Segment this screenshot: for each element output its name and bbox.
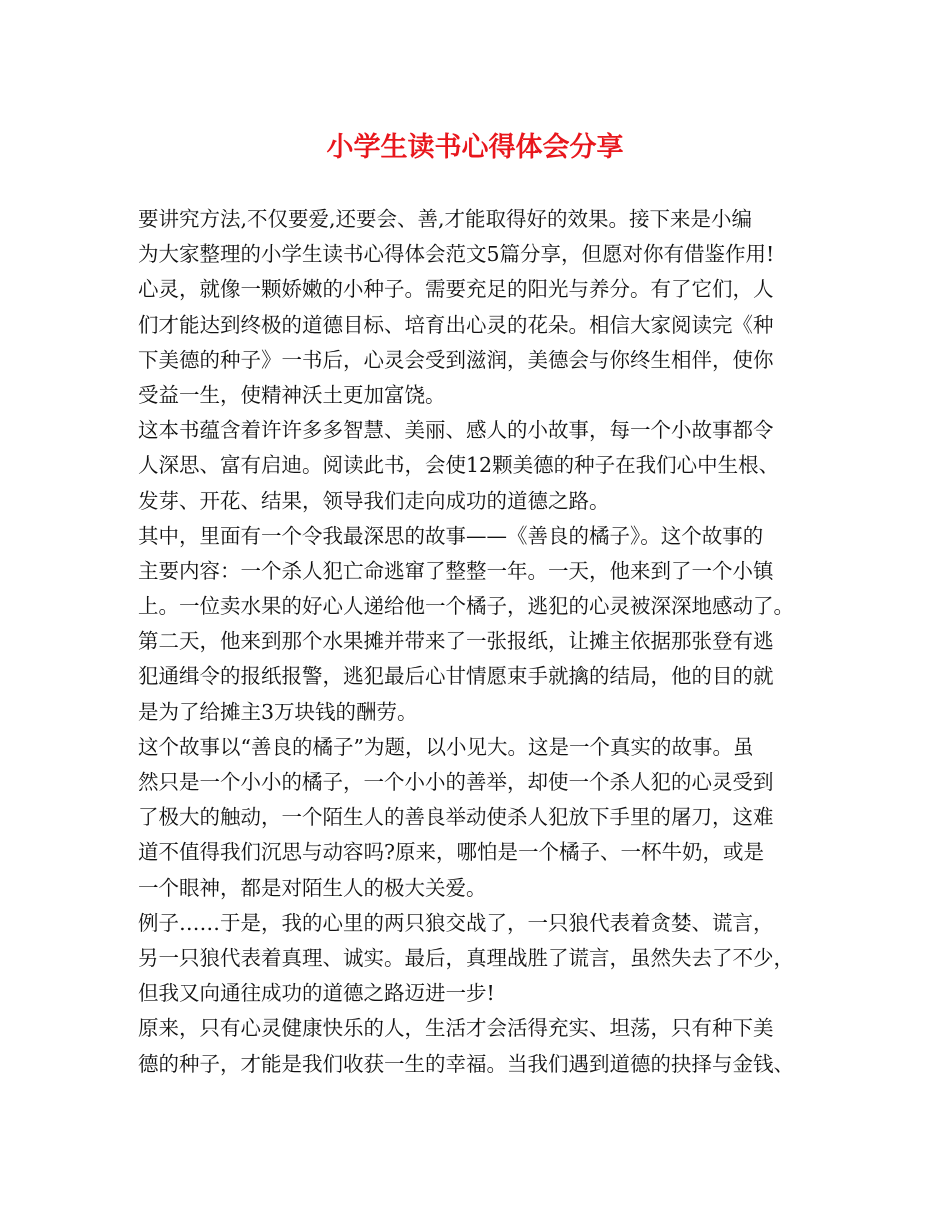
body-line: 主要内容：一个杀人犯亡命逃窜了整整一年。一天，他来到了一个小镇 [138,558,774,583]
body-line: 一个眼神，都是对陌生人的极大关爱。 [138,875,487,900]
body-line: 但我又向通往成功的道德之路迈进一步! [138,981,495,1006]
body-line: 受益一生，使精神沃土更加富饶。 [138,382,446,407]
body-line: 们才能达到终极的道德目标、培育出心灵的花朵。相信大家阅读完《种 [138,312,774,337]
body-line: 要讲究方法,不仅要爱,还要会、善,才能取得好的效果。接下来是小编 [138,207,753,231]
document-title: 小学生读书心得体会分享 [326,132,624,163]
body-line: 这个故事以“善良的橘子”为题，以小见大。这是一个真实的故事。虽 [138,734,754,759]
body-line: 例子……于是，我的心里的两只狼交战了，一只狼代表着贪婪、谎言， [138,910,774,935]
body-line: 发芽、开花、结果，领导我们走向成功的道德之路。 [138,488,610,513]
body-line: 下美德的种子》一书后，心灵会受到滋润，美德会与你终生相伴，使你 [138,347,774,372]
body-line: 上。一位卖水果的好心人递给他一个橘子，逃犯的心灵被深深地感动了。 [138,594,794,619]
body-line: 其中，里面有一个令我最深思的故事——《善良的橘子》。这个故事的 [138,523,764,548]
body-line: 原来，只有心灵健康快乐的人，生活才会活得充实、坦荡，只有种下美 [138,1016,774,1041]
body-line: 人深思、富有启迪。阅读此书，会使12颗美德的种子在我们心中生根、 [138,453,780,478]
body-line: 第二天，他来到那个水果摊并带来了一张报纸，让摊主依据那张登有逃 [138,629,774,654]
body-line: 心灵，就像一颗娇嫩的小种子。需要充足的阳光与养分。有了它们，人 [138,277,774,302]
body-line: 了极大的触动，一个陌生人的善良举动使杀人犯放下手里的屠刀，这难 [138,805,774,830]
body-line: 是为了给摊主3万块钱的酬劳。 [138,699,418,724]
body-line: 道不值得我们沉思与动容吗?原来，哪怕是一个橘子、一杯牛奶，或是 [138,840,764,865]
document-body [138,202,818,1082]
body-line: 德的种子，才能是我们收获一生的幸福。当我们遇到道德的抉择与金钱、 [138,1051,794,1076]
body-line: 为大家整理的小学生读书心得体会范文5篇分享，但愿对你有借鉴作用! [138,242,775,267]
body-line: 另一只狼代表着真理、诚实。最后，真理战胜了谎言，虽然失去了不少， [138,945,794,970]
body-line: 犯通缉令的报纸报警，逃犯最后心甘情愿束手就擒的结局，他的目的就 [138,664,774,689]
body-line: 这本书蕴含着许许多多智慧、美丽、感人的小故事，每一个小故事都令 [138,418,774,443]
body-line: 然只是一个小小的橘子，一个小小的善举，却使一个杀人犯的心灵受到 [138,770,774,794]
